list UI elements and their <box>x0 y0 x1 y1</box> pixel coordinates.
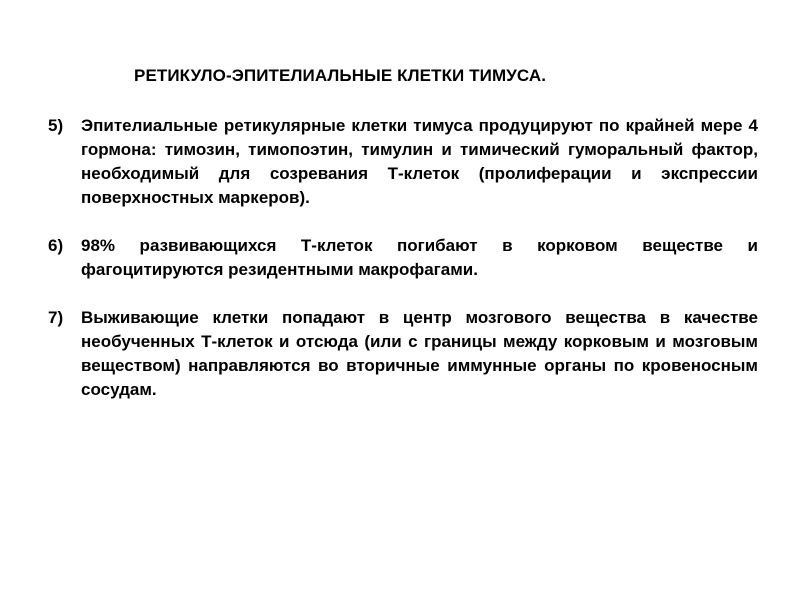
list-item <box>48 114 758 210</box>
list-item-number: 5) <box>48 116 64 135</box>
numbered-list <box>48 114 758 426</box>
slide-title: РЕТИКУЛО-ЭПИТЕЛИАЛЬНЫЕ КЛЕТКИ ТИМУСА. <box>134 66 547 85</box>
list-item-text: Выживающие клетки попадают в центр мозгового вещества в качестве необученных Т-клеток и отсюда (или с границы между корковым и мозговым веществом) направляются во вторичные иммунные органы по кровеносным сосудам. <box>81 308 758 399</box>
list-item <box>48 306 758 402</box>
list-item-text: Эпителиальные ретикулярные клетки тимуса продуцируют по крайней мере 4 гормона: тимозин, тимопоэтин, тимулин и тимический гуморальный фактор, необходимый для созревания Т-клеток (пролиферации и экспрессии поверхностных маркеров). <box>81 116 758 207</box>
list-item <box>48 234 758 282</box>
list-item-text: 98% развивающихся Т-клеток погибают в корковом веществе и фагоцитируются резидентными макрофагами. <box>81 236 758 279</box>
list-item-number: 7) <box>48 308 64 327</box>
list-item-number: 6) <box>48 236 64 255</box>
